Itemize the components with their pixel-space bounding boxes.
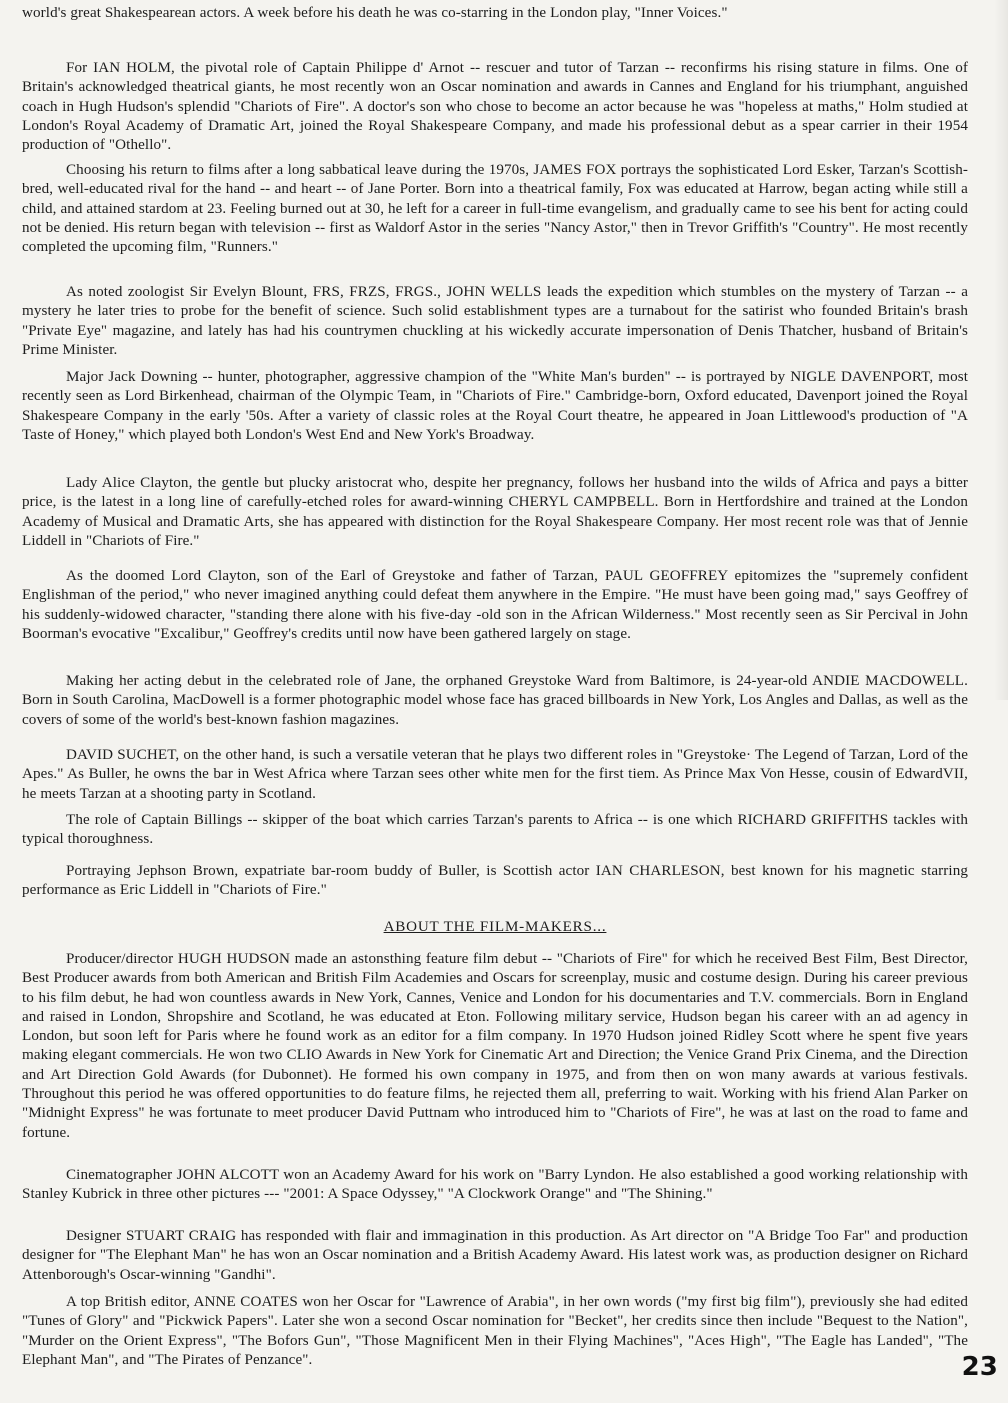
- paragraph-ian-charleson: Portraying Jephson Brown, expatriate bar-room buddy of Buller, is Scottish actor IAN CHARLESON, best known for his magnetic starring performance as Eric Liddell in "Chariots of Fire.": [22, 863, 968, 899]
- paragraph-john-alcott: Cinematographer JOHN ALCOTT won an Academy Award for his work on "Barry Lyndon. He also established a good working relationship with Stanley Kubrick in three other pictures --- "2001: A Space Odyssey," "A Clockwork Orange" and "The Shining.": [22, 1167, 968, 1203]
- paragraph-paul-geoffrey: As the doomed Lord Clayton, son of the Earl of Greystoke and father of Tarzan, PAUL GEOFFREY epitomizes the "supremely confident Englishman of the period," who never imagined anything could defeat them anywhere in the Empire. "He must have been going mad," says Geoffrey of his suddenly-widowed character, "standing there alone with his five-day -old son in the African Wilderness." Most recently seen as Sir Percival in John Boorman's evocative "Excalibur," Geoffrey's credits until now have been gathered largely on stage.: [22, 568, 968, 642]
- paragraph-andie-macdowell: Making her acting debut in the celebrated role of Jane, the orphaned Greystoke Ward from Baltimore, is 24-year-old ANDIE MACDOWELL. Born in South Carolina, MacDowell is a former photographic model whose face has graced billboards in New York, Los Angles and Dallas, as well as the covers of some of the world's best-known fashion magazines.: [22, 673, 968, 728]
- paragraph-nigel-davenport: Major Jack Downing -- hunter, photographer, aggressive champion of the "White Man's burden" -- is portrayed by NIGLE DAVENPORT, most recently seen as Lord Birkenhead, chairman of the Olympic Team, in "Chariots of Fire." Cambridge-born, Oxford educated, Davenport joined the Royal Shakespeare Company in the early '50s. After a variety of classic roles at the Royal Court theatre, he appeared in Joan Littlewood's production of "A Taste of Honey," which played both London's West End and New York's Broadway.: [22, 369, 968, 443]
- paragraph-richard-griffiths: The role of Captain Billings -- skipper of the boat which carries Tarzan's parents to Africa -- is one which RICHARD GRIFFITHS tackles with typical thoroughness.: [22, 812, 968, 848]
- paragraph-continuation: world's great Shakespearean actors. A week before his death he was co-starring in the London play, "Inner Voices.": [22, 5, 728, 21]
- section-heading: ABOUT THE FILM-MAKERS...: [383, 919, 607, 935]
- paragraph-hugh-hudson: Producer/director HUGH HUDSON made an astonsthing feature film debut -- "Chariots of Fire" for which he received Best Film, Best Director, Best Producer awards from both American and British Film Academies and Oscars for screenplay, music and costume design. During his career previous to his film debut, he had won countless awards in New York, Cannes, Venice and London for his documentaries and T.V. commercials. Born in England and raised in London, Shropshire and Scotland, he was educated at Eton. Following military service, Hudson began his career with an ad agency in London, but soon left for Paris where he found work as an editor for a film company. In 1970 Hudson joined Ridley Scott where he spent five years making elegant commercials. He won two CLIO Awards in New York for Cinematic Art and Direction; the Venice Grand Prix Cinema, and the Direction and Art Direction Gold Awards (for Dubonnet). He formed his own company in 1975, and from then on won many awards at various festivals. Throughout this period he was offered opportunities to do feature films, he rejected them all, preferring to wait. Working with his friend Alan Parker on "Midnight Express" he was fortunate to meet producer David Puttnam who introduced him to "Chariots of Fire", he was at last on the road to fame and fortune.: [22, 951, 968, 1141]
- paragraph-stuart-craig: Designer STUART CRAIG has responded with flair and immagination in this production. As Art director on "A Bridge Too Far" and production designer for "The Elephant Man" he has won an Oscar nomination and a British Academy Award. His latest work was, as production designer on Richard Attenborough's Oscar-winning "Gandhi".: [22, 1228, 968, 1283]
- paragraph-james-fox: Choosing his return to films after a long sabbatical leave during the 1970s, JAMES FOX portrays the sophisticated Lord Esker, Tarzan's Scottish-bred, well-educated rival for the hand -- and heart -- of Jane Porter. Born into a theatrical family, Fox was educated at Harrow, began acting while still a child, and attained stardom at 23. Feeling burned out at 30, he left for a career in full-time evangelism, and gradually came to see his bent for acting could not be denied. His return began with television -- first as Waldorf Astor in the series "Nancy Astor," then in Trevor Griffith's "Country". He most recently completed the upcoming film, "Runners.": [22, 162, 968, 256]
- page-edge-shadow: [994, 0, 1008, 700]
- paragraph-ian-holm: For IAN HOLM, the pivotal role of Captain Philippe d' Arnot -- rescuer and tutor of Tarzan -- reconfirms his rising stature in films. One of Britain's acknowledged theatrical giants, he most recently won an Oscar nomination and awards in Cannes and England for his triumphant, anguished coach in Hugh Hudson's splendid "Chariots of Fire". A doctor's son who chose to become an actor because he was "hopeless at maths," Holm studied at London's Royal Academy of Dramatic Art, joined the Royal Shakespeare Company, and made his professional debut as a spear carrier in their 1954 production of "Othello".: [22, 60, 968, 154]
- page-number: 23: [961, 1352, 998, 1382]
- paragraph-john-wells: As noted zoologist Sir Evelyn Blount, FRS, FRZS, FRGS., JOHN WELLS leads the expedition which stumbles on the mystery of Tarzan -- a mystery he later tries to probe for the benefit of science. Such solid establishment types are a turnabout for the satirist who founded Britain's brash "Private Eye" magazine, and lately has had his countrymen chuckling at his wickedly accurate impersonation of Denis Thatcher, husband of Britain's Prime Minister.: [22, 284, 968, 358]
- paragraph-anne-coates: A top British editor, ANNE COATES won her Oscar for "Lawrence of Arabia", in her own words ("my first big film"), previously she had edited "Tunes of Glory" and "Pickwick Papers". Later she won a second Oscar nomination for "Becket", her credits since then include "Bequest to the Nation", "Murder on the Orient Express", "The Bofors Gun", "Those Magnificent Men in their Flying Machines", "Aces High", "The Eagle has Landed", "The Elephant Man", and "The Pirates of Penzance".: [22, 1294, 968, 1368]
- paragraph-cheryl-campbell: Lady Alice Clayton, the gentle but plucky aristocrat who, despite her pregnancy, follows her husband into the wilds of Africa and pays a bitter price, is the latest in a long line of carefully-etched roles for award-winning CHERYL CAMPBELL. Born in Hertfordshire and trained at the London Academy of Musical and Dramatic Arts, she has appeared with distinction for the Royal Shakespeare Company. Her most recent role was that of Jennie Liddell in "Chariots of Fire.": [22, 475, 968, 549]
- paragraph-david-suchet: DAVID SUCHET, on the other hand, is such a versatile veteran that he plays two different roles in "Greystoke· The Legend of Tarzan, Lord of the Apes." As Buller, he owns the bar in West Africa where Tarzan sees other white men for the first tiem. As Prince Max Von Hesse, cousin of EdwardVII, he meets Tarzan at a shooting party in Scotland.: [22, 747, 968, 802]
